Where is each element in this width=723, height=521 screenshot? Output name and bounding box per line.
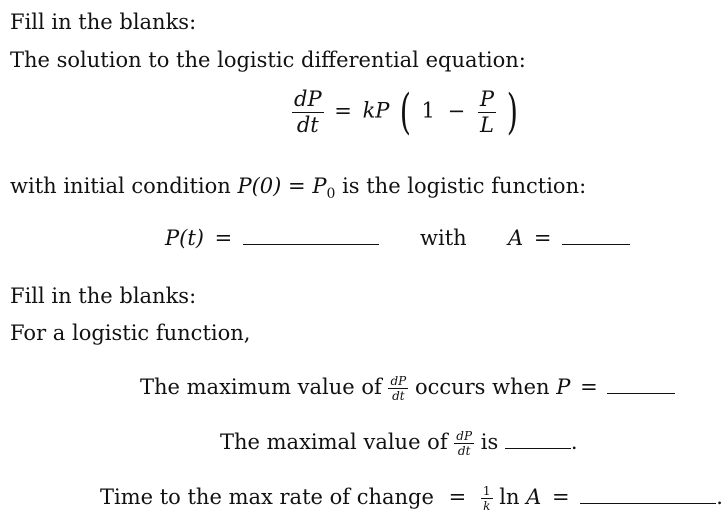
line3-text: Time to the max rate of change	[100, 485, 434, 509]
initial-lhs: P(0)	[237, 174, 282, 198]
line2-dp: dP	[456, 429, 473, 443]
initial-text-after: is the logistic function:	[335, 174, 587, 198]
instruction-2: Fill in the blanks:	[10, 284, 197, 308]
pt-label: P(t)	[165, 226, 204, 250]
one-numerator: 1	[482, 484, 491, 498]
ln-text: ln	[492, 485, 527, 509]
line2-dt: dt	[457, 444, 471, 458]
k-denominator: k	[483, 499, 491, 513]
line2-after: is	[480, 430, 499, 454]
p-numerator: P	[479, 86, 495, 111]
equals-sign: =	[334, 98, 352, 123]
dp-numerator: dP	[294, 86, 322, 111]
one-term: 1	[421, 98, 435, 123]
initial-condition-line	[10, 174, 586, 202]
l-denominator: L	[479, 112, 494, 137]
line1-p: P	[556, 375, 571, 399]
line3-period: .	[716, 485, 723, 509]
line3-a: A	[526, 485, 542, 509]
initial-equals: =	[288, 174, 306, 198]
p-over-l-fraction	[478, 86, 496, 137]
line1-equals: =	[580, 375, 598, 399]
intro-1: The solution to the logistic differential equation:	[10, 48, 526, 72]
pt-blank[interactable]	[243, 243, 379, 245]
line1-before: The maximum value of	[140, 375, 389, 399]
line1-dt: dt	[392, 389, 405, 403]
line3-equals: =	[448, 485, 467, 509]
initial-p: P	[312, 174, 327, 198]
time-to-max-line	[100, 485, 723, 512]
line2-period: .	[570, 430, 578, 454]
logistic-differential-equation	[292, 84, 521, 140]
a-equals: =	[533, 226, 552, 250]
line1-dp: dP	[390, 374, 407, 388]
max-value-line	[140, 375, 675, 402]
instruction-1: Fill in the blanks:	[10, 10, 197, 34]
a-blank[interactable]	[562, 243, 630, 245]
left-paren: (	[399, 84, 412, 140]
initial-text-before: with initial condition	[10, 174, 238, 198]
line3-equals-2: =	[552, 485, 570, 509]
line2-dpdt	[454, 430, 474, 457]
maximal-value-blank[interactable]	[505, 447, 571, 449]
time-to-max-blank[interactable]	[580, 502, 716, 504]
line2-before: The maximal value of	[220, 430, 455, 454]
a-row	[508, 226, 630, 250]
line1-dpdt	[388, 375, 408, 402]
a-label: A	[508, 226, 524, 250]
dpdt-fraction	[292, 86, 324, 137]
max-value-blank[interactable]	[607, 392, 675, 394]
with-word: with	[420, 226, 467, 250]
one-over-k	[481, 485, 493, 512]
line1-after: occurs when	[414, 375, 557, 399]
right-paren: )	[506, 84, 518, 140]
initial-subscript: 0	[326, 186, 336, 203]
pt-equals: =	[214, 226, 233, 250]
dt-denominator: dt	[296, 112, 319, 137]
kp-term: kP	[362, 98, 390, 123]
pt-row	[165, 226, 379, 250]
intro-2: For a logistic function,	[10, 321, 251, 345]
maximal-value-line	[220, 430, 578, 457]
minus-sign: −	[447, 98, 466, 123]
